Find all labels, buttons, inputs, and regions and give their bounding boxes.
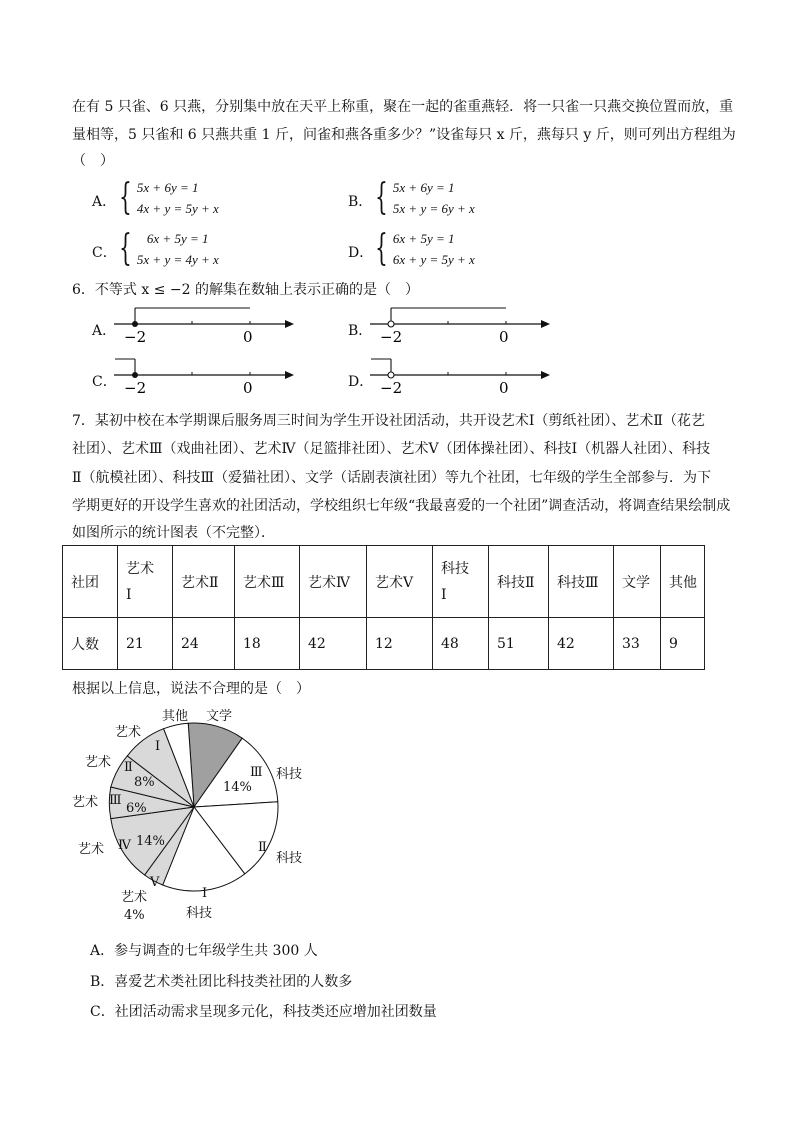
q6-stem: 6．不等式 x ≤ −2 的解集在数轴上表示正确的是（ ） (72, 282, 419, 298)
table-value-yishu4: 42 (300, 618, 367, 670)
q7-option-b: B．喜爱艺术类社团比科技类社团的人数多 (90, 974, 353, 990)
table-cell-yishu1: 艺术 Ⅰ (118, 546, 173, 618)
q6-option-a-numberline (110, 304, 300, 346)
pie-label-yishu1-roman: Ⅰ (155, 739, 161, 754)
q5-line3: （ ） (72, 153, 114, 169)
table-cell-wenxue: 文学 (614, 546, 661, 618)
q6-d-right-tick: 0 (499, 379, 509, 397)
q5-option-c-system: { 6x + 5y = 1 5x + y = 4y + x (119, 228, 219, 269)
pie-label-yishu3-word: 艺术 (72, 795, 99, 810)
table-value-keji1: 48 (433, 618, 489, 670)
pie-label-wenxue: 文学 (206, 709, 233, 724)
q6-d-left-tick: −2 (380, 379, 403, 397)
pie-label-yishu5-pct: 4% (124, 908, 145, 923)
pie-label-keji2-roman: Ⅱ (258, 840, 267, 855)
q5-option-d-system: { 6x + 5y = 1 6x + y = 5y + x (375, 228, 475, 269)
table-cell-keji2: 科技Ⅱ (489, 546, 549, 618)
q6-a-left-tick: −2 (124, 328, 147, 346)
pie-label-keji3-pct: 14% (223, 780, 252, 795)
q5-option-a-label: A． (92, 194, 117, 210)
pie-label-yishu1-word: 艺术 (115, 725, 142, 740)
q5-option-c-label: C． (92, 245, 117, 261)
q5-option-b-system: { 5x + 6y = 1 5x + y = 6y + x (375, 177, 475, 218)
q5-option-b-label: B． (348, 194, 373, 210)
table-value-yishu5: 12 (367, 618, 433, 670)
q7-line4: 学期更好的开设学生喜欢的社团活动，学校组织七年级“我最喜爱的一个社团”调查活动，将调查结果绘制成 (72, 498, 731, 514)
table-value-keji3: 42 (549, 618, 614, 670)
pie-label-yishu2-pct: 8% (134, 775, 155, 790)
q7-line3: Ⅱ（航模社团）、科技Ⅲ（爱猫社团）、文学（话剧表演社团）等九个社团，七年级的学生全部参与．为下 (72, 470, 712, 486)
q7-line2: 社团）、艺术Ⅲ（戏曲社团）、艺术Ⅳ（足篮排社团）、艺术Ⅴ（团体操社团）、科技Ⅰ（机器人社团）、科技 (72, 441, 711, 457)
table-head-count: 人数 (63, 618, 118, 670)
q6-c-left-tick: −2 (124, 379, 147, 397)
q5-option-d-eq1: 6x + 5y = 1 (392, 231, 455, 246)
table-cell-yishu2: 艺术Ⅱ (173, 546, 235, 618)
q7-line1: 7．某初中校在本学期课后服务周三时间为学生开设社团活动，共开设艺术Ⅰ（剪纸社团）、艺术Ⅱ（花艺 (72, 413, 705, 429)
pie-label-yishu4-roman: Ⅳ (118, 838, 131, 853)
pie-label-yishu4-word: 艺术 (78, 842, 105, 857)
table-cell-yishu4: 艺术Ⅳ (300, 546, 367, 618)
pie-label-yishu3-pct: 6% (126, 801, 147, 816)
pie-label-keji3-roman: Ⅲ (250, 765, 263, 780)
pie-label-yishu4-pct: 14% (136, 834, 165, 849)
pie-label-keji3-word: 科技 (276, 767, 303, 782)
q5-option-b-eq1: 5x + 6y = 1 (392, 180, 455, 195)
table-cell-yishu5: 艺术Ⅴ (367, 546, 433, 618)
q6-option-d-numberline (366, 355, 556, 397)
pie-label-yishu5-word: 艺术 (121, 890, 148, 905)
table-cell-yishu3: 艺术Ⅲ (235, 546, 300, 618)
q5-line1: 在有 5 只雀、6 只燕，分别集中放在天平上称重，聚在一起的雀重燕轻．将一只雀一只燕交换位置而放，重 (72, 99, 734, 115)
q6-b-left-tick: −2 (380, 328, 403, 346)
q6-option-b-label: B． (348, 323, 373, 339)
table-row-club (63, 546, 705, 618)
table-value-yishu3: 18 (235, 618, 300, 670)
q5-option-a-eq2: 4x + y = 5y + x (136, 201, 219, 216)
q5-option-d-eq2: 6x + y = 5y + x (392, 252, 475, 267)
q5-line2: 量相等，5 只雀和 6 只燕共重 1 斤，问雀和燕各重多少？”设雀每只 x 斤，燕每只 y 斤，则可列出方程组为 (72, 127, 736, 143)
q6-option-a-label: A． (92, 323, 117, 339)
table-head-club: 社团 (63, 546, 118, 618)
q7-option-c: C．社团活动需求呈现多元化，科技类还应增加社团数量 (90, 1004, 437, 1020)
table-value-yishu2: 24 (173, 618, 235, 670)
q7-pie-chart (60, 700, 320, 930)
pie-label-keji1-word: 科技 (186, 906, 213, 921)
pie-label-yishu2-word: 艺术 (85, 755, 112, 770)
table-cell-keji3: 科技Ⅲ (549, 546, 614, 618)
q7-after-table: 根据以上信息，说法不合理的是（ ） (72, 681, 310, 697)
q7-line5: 如图所示的统计图表（不完整）． (72, 525, 275, 541)
table-value-qita: 9 (661, 618, 705, 670)
table-value-yishu1: 21 (118, 618, 173, 670)
q5-option-a-eq1: 5x + 6y = 1 (136, 180, 199, 195)
pie-label-keji1-roman: Ⅰ (202, 886, 208, 901)
q6-b-right-tick: 0 (499, 328, 509, 346)
pie-label-yishu2-roman: Ⅱ (124, 760, 133, 775)
pie-label-keji2-word: 科技 (276, 851, 303, 866)
pie-label-yishu3-roman: Ⅲ (109, 793, 122, 808)
table-row-count (63, 618, 705, 670)
table-cell-keji1: 科技 Ⅰ (433, 546, 489, 618)
q5-option-a-system: { 5x + 6y = 1 4x + y = 5y + x (119, 177, 219, 218)
q5-option-c-eq2: 5x + y = 4y + x (136, 252, 219, 267)
q7-survey-table (62, 545, 705, 670)
q5-option-c-eq1: 6x + 5y = 1 (146, 231, 209, 246)
q6-option-c-numberline (110, 355, 300, 397)
pie-label-qita: 其他 (162, 709, 189, 724)
table-cell-qita: 其他 (661, 546, 705, 618)
q6-option-b-numberline (366, 304, 556, 346)
q6-option-c-label: C． (92, 374, 117, 390)
q6-option-d-label: D． (348, 374, 374, 390)
pie-label-yishu5-roman: Ⅴ (150, 875, 160, 890)
table-value-wenxue: 33 (614, 618, 661, 670)
q6-a-right-tick: 0 (243, 328, 253, 346)
q5-option-d-label: D． (348, 245, 374, 261)
q5-option-b-eq2: 5x + y = 6y + x (392, 201, 475, 216)
table-value-keji2: 51 (489, 618, 549, 670)
q6-c-right-tick: 0 (243, 379, 253, 397)
q7-option-a: A．参与调查的七年级学生共 300 人 (90, 943, 318, 959)
